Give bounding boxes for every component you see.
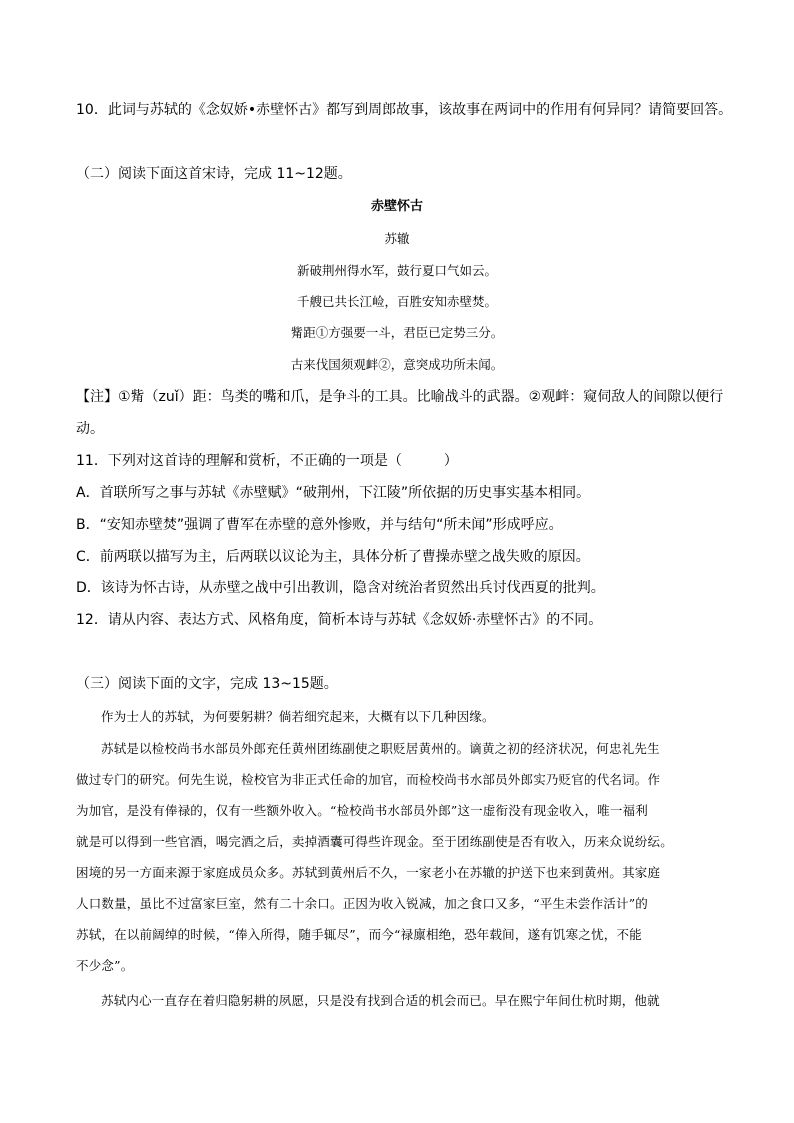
poem-note-cont: 动。 (76, 421, 104, 437)
poem-line: 觜距①方强要一斗，君臣已定势三分。 (290, 325, 504, 340)
passage-line: 不少念”。 (76, 958, 134, 973)
option-a: A．首联所写之事与苏轼《赤壁赋》“破荆州，下江陵”所依据的历史事实基本相同。 (76, 485, 591, 501)
poem-author: 苏辙 (384, 231, 410, 246)
question-10: 10．此词与苏轼的《念奴娇•赤壁怀古》都写到周郎故事，该故事在两词中的作用有何异同？请简要回答。 (76, 102, 733, 118)
option-b: B．“安知赤壁焚”强调了曹军在赤壁的意外惨败，并与结句“所未闻”形成呼应。 (76, 517, 563, 533)
passage-line: 苏轼，在以前阔绰的时候，“俸入所得，随手辄尽”，而今“禄廪相绝，恐年载间，遂有饥寒之忧，不能 (76, 927, 642, 942)
passage-line: 苏轼内心一直存在着归隐躬耕的夙愿，只是没有找到合适的机会而已。早在熙宁年间仕杭时期，他就 (101, 993, 660, 1008)
passage-line: 为加官，是没有俸禄的，仅有一些额外收入。“检校尚书水部员外郎”这一虚衔没有现金收入，唯一福利 (76, 803, 648, 818)
question-12: 12．请从内容、表达方式、风格角度，简析本诗与苏轼《念奴娇·赤壁怀古》的不同。 (76, 612, 603, 628)
passage-line: 困境的另一方面来源于家庭成员众多。苏轼到黄州后不久，一家老小在苏辙的护送下也来到黄州。其家庭 (76, 865, 661, 880)
passage-line: 苏轼是以检校尚书水部员外郎充任黄州团练副使之职贬居黄州的。谪黄之初的经济状况，何忠礼先生 (101, 741, 660, 756)
poem-line: 古来伐国须观衅②，意突成功所未闻。 (290, 357, 504, 372)
passage-line: 人口数量，虽比不过富家巨室，然有二十余口。正因为收入锐减，加之食口又多，“平生未尝作活计”的 (76, 896, 648, 911)
passage-line: 做过专门的研究。何先生说，检校官为非正式任命的加官，而检校尚书水部员外郎实乃贬官的代名词。作 (76, 772, 661, 787)
poem-title: 赤壁怀古 (370, 199, 423, 214)
option-c: C．前两联以描写为主，后两联以议论为主，具体分析了曹操赤壁之战失败的原因。 (76, 549, 590, 565)
option-d: D．该诗为怀古诗，从赤壁之战中引出教训，隐含对统治者贸然出兵讨伐西夏的批判。 (76, 580, 605, 596)
poem-note: 【注】①觜（zuǐ）距：鸟类的嘴和爪，是争斗的工具。比喻战斗的武器。②观衅：窥伺敌人的间隙以便行 (76, 389, 724, 405)
section-2-heading: （二）阅读下面这首宋诗，完成 11~12题。 (76, 166, 352, 182)
poem-line: 千艘已共长江崄，百胜安知赤壁焚。 (296, 294, 497, 309)
question-11: 11．下列对这首诗的理解和赏析，不正确的一项是（ ） (76, 453, 458, 469)
passage-line: 作为士人的苏轼，为何要躬耕？倘若细究起来，大概有以下几种因缘。 (101, 709, 495, 724)
section-3-heading: （三）阅读下面的文字，完成 13~15题。 (76, 676, 338, 692)
poem-line: 新破荆州得水军，鼓行夏口气如云。 (296, 263, 497, 278)
passage-line: 就是可以得到一些官酒，喝完酒之后，卖掉酒囊可得些许现金。至于团练副使是否有收入，历来众说纷纭。 (76, 834, 673, 849)
